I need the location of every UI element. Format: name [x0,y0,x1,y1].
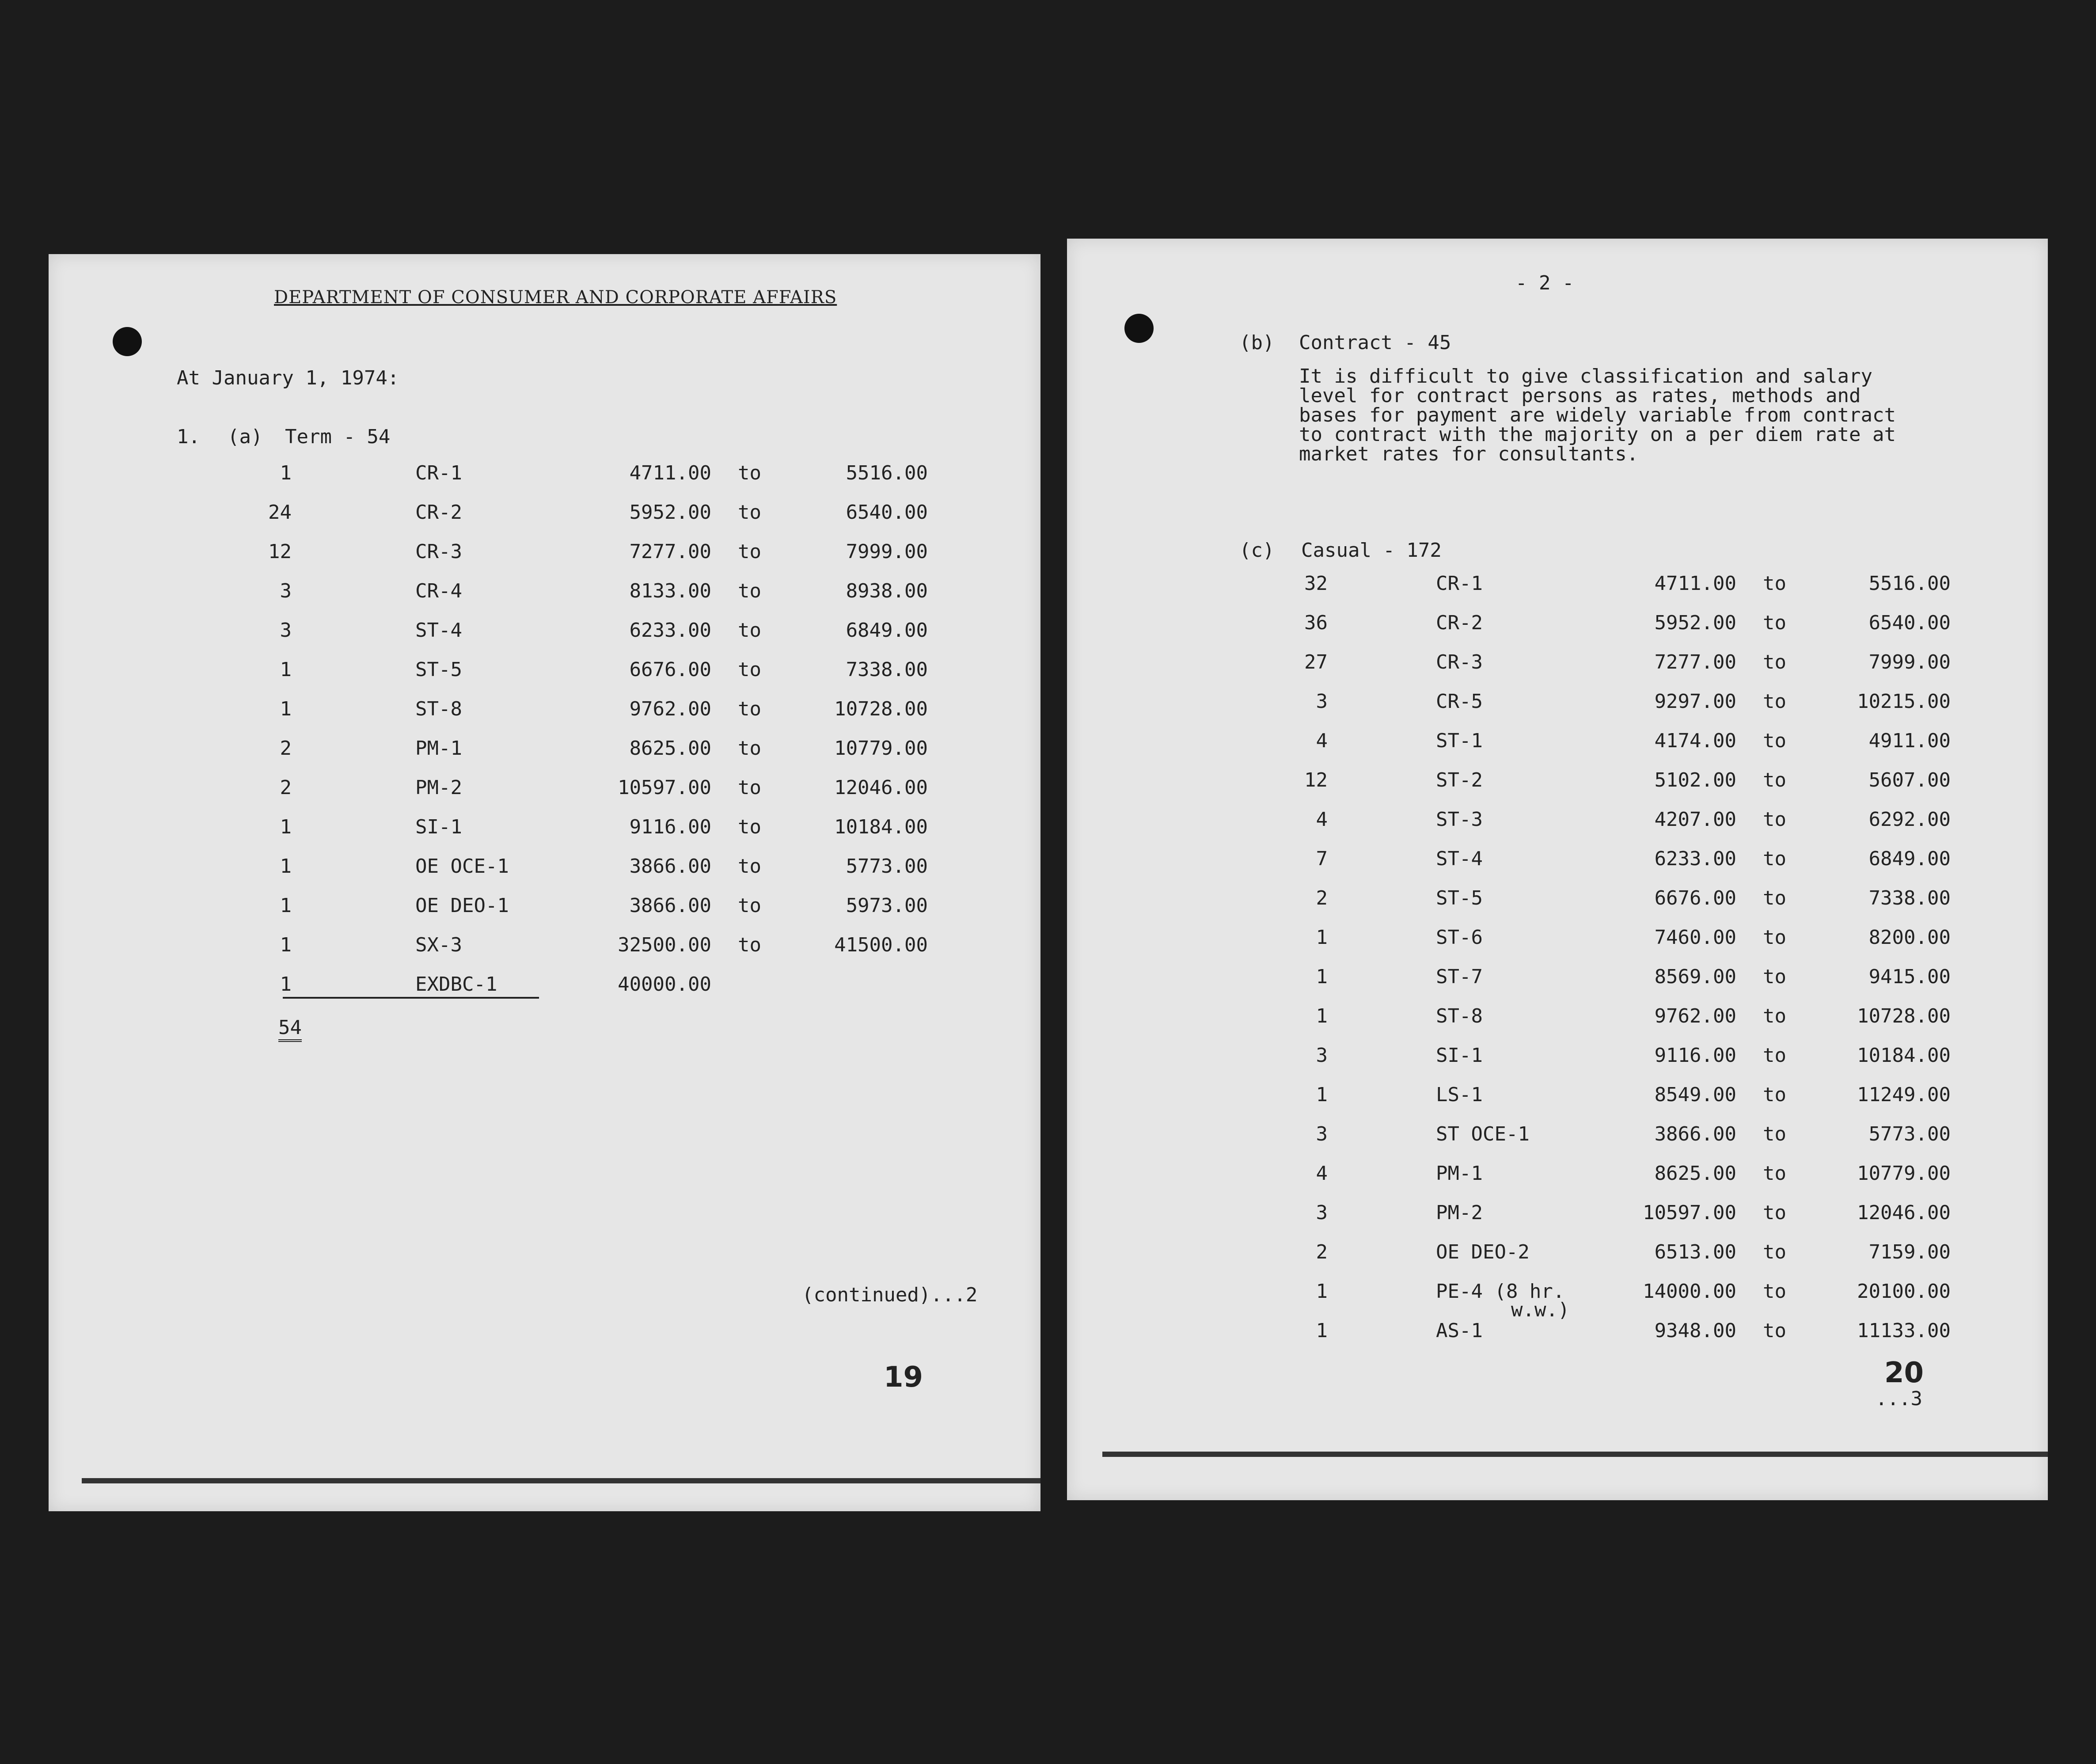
count-cell: 2 [1316,887,1328,909]
classification-cell: PE-4 (8 hr. [1436,1280,1565,1303]
max-salary-cell: 11249.00 [1857,1083,1951,1106]
table-row [49,619,1040,646]
count-cell: 1 [1316,1319,1328,1342]
to-cell: to [738,658,761,681]
left-page [49,254,1040,1511]
classification-cell: PM-1 [415,737,462,760]
to-cell: to [1763,1241,1786,1263]
to-cell: to [738,540,761,563]
min-salary-cell: 7277.00 [1654,651,1736,673]
classification-cell: CR-1 [1436,572,1483,595]
max-salary-cell: 6849.00 [846,619,928,642]
min-salary-cell: 9116.00 [1654,1044,1736,1067]
max-salary-cell: 6849.00 [1868,848,1951,870]
classification-cell: CR-1 [415,462,462,484]
table-row [1067,1005,2048,1031]
max-salary-cell: 5516.00 [1868,572,1951,595]
table-row [1067,1123,2048,1149]
date-line: At January 1, 1974: [177,367,399,389]
contract-title: Contract - 45 [1299,331,1451,354]
table-row [1067,848,2048,874]
min-salary-cell: 8625.00 [629,737,711,760]
classification-cell: EXDBC-1 [415,973,497,996]
to-cell: to [1763,887,1786,909]
table-row [1067,1083,2048,1110]
min-salary-cell: 8569.00 [1654,966,1736,988]
classification-cell: PM-2 [1436,1201,1483,1224]
count-cell: 1 [280,934,292,956]
section-number: 1. [177,426,200,448]
classification-cell: ST-5 [415,658,462,681]
min-salary-cell: 6233.00 [629,619,711,642]
table-row [1067,769,2048,795]
table-row [49,580,1040,606]
max-salary-cell: 5607.00 [1868,769,1951,791]
count-cell: 3 [1316,1201,1328,1224]
count-cell: 12 [1304,769,1328,791]
to-cell: to [1763,848,1786,870]
table-row [49,894,1040,921]
to-cell: to [1763,926,1786,949]
to-cell: to [1763,1083,1786,1106]
min-salary-cell: 6676.00 [629,658,711,681]
max-salary-cell: 12046.00 [834,776,928,799]
max-salary-cell: 5973.00 [846,894,928,917]
count-cell: 1 [280,658,292,681]
max-salary-cell: 10728.00 [1857,1005,1951,1027]
to-cell: to [738,816,761,838]
count-cell: 2 [1316,1241,1328,1263]
casual-title: Casual - 172 [1301,539,1442,562]
count-cell: 1 [280,973,292,996]
min-salary-cell: 14000.00 [1643,1280,1736,1303]
classification-cell: CR-2 [415,501,462,524]
term-total: 54 [278,1016,302,1042]
to-cell: to [738,580,761,602]
to-cell: to [1763,1201,1786,1224]
table-row [1067,1201,2048,1228]
count-cell: 4 [1316,1162,1328,1185]
classification-cell: PM-2 [415,776,462,799]
classification-cell-line2: w.w.) [1511,1299,1570,1321]
table-row [49,934,1040,960]
classification-cell: SX-3 [415,934,462,956]
table-row [1067,1044,2048,1071]
min-salary-cell: 7460.00 [1654,926,1736,949]
min-salary-cell: 10597.00 [618,776,711,799]
page-number: 20 [1884,1357,1924,1389]
table-row [1067,1319,2048,1346]
classification-cell: OE DEO-2 [1436,1241,1530,1263]
min-salary-cell: 9116.00 [629,816,711,838]
classification-cell: SI-1 [1436,1044,1483,1067]
table-row [1067,730,2048,756]
min-salary-cell: 7277.00 [629,540,711,563]
classification-cell: CR-3 [1436,651,1483,673]
to-cell: to [738,619,761,642]
table-row [49,540,1040,567]
count-cell: 1 [1316,1280,1328,1303]
to-cell: to [1763,1123,1786,1145]
classification-cell: ST-5 [1436,887,1483,909]
count-cell: 1 [1316,1005,1328,1027]
table-row [49,698,1040,724]
to-cell: to [738,776,761,799]
max-salary-cell: 7999.00 [846,540,928,563]
min-salary-cell: 3866.00 [629,855,711,878]
min-salary-cell: 9348.00 [1654,1319,1736,1342]
section-title: Term - 54 [285,426,391,448]
table-row [1067,887,2048,913]
max-salary-cell: 9415.00 [1868,966,1951,988]
min-salary-cell: 5102.00 [1654,769,1736,791]
min-salary-cell: 3866.00 [629,894,711,917]
table-row [1067,651,2048,677]
bottom-rule [1102,1452,2048,1457]
right-page [1067,239,2048,1500]
max-salary-cell: 8938.00 [846,580,928,602]
classification-cell: OE OCE-1 [415,855,509,878]
count-cell: 32 [1304,572,1328,595]
table-row [1067,808,2048,835]
to-cell: to [1763,572,1786,595]
classification-cell: ST-8 [415,698,462,720]
max-salary-cell: 6540.00 [846,501,928,524]
page-marker: - 2 - [1515,272,1574,294]
table-row [1067,1280,2048,1321]
count-cell: 24 [268,501,292,524]
to-cell: to [1763,730,1786,752]
max-salary-cell: 5773.00 [1868,1123,1951,1145]
max-salary-cell: 41500.00 [834,934,928,956]
min-salary-cell: 32500.00 [618,934,711,956]
max-salary-cell: 12046.00 [1857,1201,1951,1224]
classification-cell: CR-2 [1436,612,1483,634]
table-row [1067,612,2048,638]
classification-cell: OE DEO-1 [415,894,509,917]
max-salary-cell: 11133.00 [1857,1319,1951,1342]
page-number: 19 [884,1361,923,1394]
min-salary-cell: 6233.00 [1654,848,1736,870]
to-cell: to [1763,612,1786,634]
to-cell: to [1763,1044,1786,1067]
max-salary-cell: 7338.00 [1868,887,1951,909]
min-salary-cell: 9297.00 [1654,690,1736,713]
table-row [49,462,1040,488]
classification-cell: ST-2 [1436,769,1483,791]
max-salary-cell: 7338.00 [846,658,928,681]
punch-hole-icon [1124,314,1154,343]
count-cell: 27 [1304,651,1328,673]
max-salary-cell: 4911.00 [1868,730,1951,752]
min-salary-cell: 6676.00 [1654,887,1736,909]
max-salary-cell: 7999.00 [1868,651,1951,673]
count-cell: 2 [280,737,292,760]
classification-cell: ST-7 [1436,966,1483,988]
count-cell: 1 [280,462,292,484]
table-row [49,816,1040,842]
min-salary-cell: 8549.00 [1654,1083,1736,1106]
table-row [49,855,1040,882]
classification-cell: CR-5 [1436,690,1483,713]
total-rule [283,997,539,999]
min-salary-cell: 6513.00 [1654,1241,1736,1263]
classification-cell: ST OCE-1 [1436,1123,1530,1145]
contract-paragraph: It is difficult to give classification and salary level for contract persons as rates, methods and bases for payment are widely variable from contract to contract with the majority on a per diem rate at market rates for consultants. [1299,365,1896,465]
to-cell: to [1763,1162,1786,1185]
min-salary-cell: 3866.00 [1654,1123,1736,1145]
to-cell: to [1763,651,1786,673]
table-row [49,501,1040,528]
count-cell: 1 [280,698,292,720]
to-cell: to [738,894,761,917]
classification-cell: ST-3 [1436,808,1483,831]
to-cell: to [738,501,761,524]
count-cell: 1 [280,855,292,878]
to-cell: to [738,737,761,760]
left-salary-table [49,462,1040,1014]
table-row [1067,926,2048,953]
count-cell: 3 [280,619,292,642]
max-salary-cell: 5773.00 [846,855,928,878]
count-cell: 2 [280,776,292,799]
count-cell: 1 [1316,966,1328,988]
classification-cell: PM-1 [1436,1162,1483,1185]
to-cell: to [1763,1005,1786,1027]
classification-cell: ST-8 [1436,1005,1483,1027]
count-cell: 3 [280,580,292,602]
to-cell: to [738,855,761,878]
min-salary-cell: 4174.00 [1654,730,1736,752]
max-salary-cell: 10779.00 [1857,1162,1951,1185]
table-row [49,776,1040,803]
to-cell: to [738,698,761,720]
max-salary-cell: 10184.00 [1857,1044,1951,1067]
min-salary-cell: 8625.00 [1654,1162,1736,1185]
max-salary-cell: 5516.00 [846,462,928,484]
min-salary-cell: 8133.00 [629,580,711,602]
to-cell: to [1763,808,1786,831]
count-cell: 3 [1316,690,1328,713]
count-cell: 3 [1316,1123,1328,1145]
count-cell: 36 [1304,612,1328,634]
max-salary-cell: 10779.00 [834,737,928,760]
max-salary-cell: 6292.00 [1868,808,1951,831]
min-salary-cell: 10597.00 [1643,1201,1736,1224]
count-cell: 12 [268,540,292,563]
table-row [1067,966,2048,992]
classification-cell: ST-4 [1436,848,1483,870]
casual-label: (c) [1239,539,1275,562]
count-cell: 3 [1316,1044,1328,1067]
min-salary-cell: 40000.00 [618,973,711,996]
punch-hole-icon [113,327,142,356]
max-salary-cell: 8200.00 [1868,926,1951,949]
to-cell: to [1763,966,1786,988]
min-salary-cell: 4711.00 [629,462,711,484]
min-salary-cell: 4711.00 [1654,572,1736,595]
max-salary-cell: 6540.00 [1868,612,1951,634]
continued-note: (continued)...2 [802,1284,978,1306]
max-salary-cell: 10184.00 [834,816,928,838]
classification-cell: LS-1 [1436,1083,1483,1106]
table-row [49,973,1040,1000]
contract-label: (b) [1239,331,1275,354]
bottom-rule [82,1478,1040,1483]
count-cell: 4 [1316,808,1328,831]
min-salary-cell: 9762.00 [1654,1005,1736,1027]
to-cell: to [738,934,761,956]
classification-cell: AS-1 [1436,1319,1483,1342]
table-row [1067,1241,2048,1267]
to-cell: to [1763,1319,1786,1342]
min-salary-cell: 5952.00 [629,501,711,524]
max-salary-cell: 20100.00 [1857,1280,1951,1303]
to-cell: to [1763,769,1786,791]
max-salary-cell: 10215.00 [1857,690,1951,713]
max-salary-cell: 10728.00 [834,698,928,720]
table-row [49,737,1040,764]
continued-note: ...3 [1876,1388,1922,1410]
to-cell: to [738,462,761,484]
max-salary-cell: 7159.00 [1868,1241,1951,1263]
classification-cell: CR-4 [415,580,462,602]
classification-cell: CR-3 [415,540,462,563]
classification-cell: ST-4 [415,619,462,642]
table-row [1067,1162,2048,1189]
count-cell: 4 [1316,730,1328,752]
table-row [49,658,1040,685]
department-heading: DEPARTMENT OF CONSUMER AND CORPORATE AFFAIRS [274,287,837,308]
min-salary-cell: 5952.00 [1654,612,1736,634]
right-salary-table [1067,572,2048,1412]
classification-cell: SI-1 [415,816,462,838]
count-cell: 7 [1316,848,1328,870]
classification-cell: ST-6 [1436,926,1483,949]
classification-cell: ST-1 [1436,730,1483,752]
min-salary-cell: 9762.00 [629,698,711,720]
min-salary-cell: 4207.00 [1654,808,1736,831]
count-cell: 1 [280,816,292,838]
count-cell: 1 [1316,1083,1328,1106]
table-row [1067,572,2048,599]
section-label: (a) [228,426,263,448]
table-row [1067,690,2048,717]
count-cell: 1 [280,894,292,917]
to-cell: to [1763,1280,1786,1303]
to-cell: to [1763,690,1786,713]
count-cell: 1 [1316,926,1328,949]
